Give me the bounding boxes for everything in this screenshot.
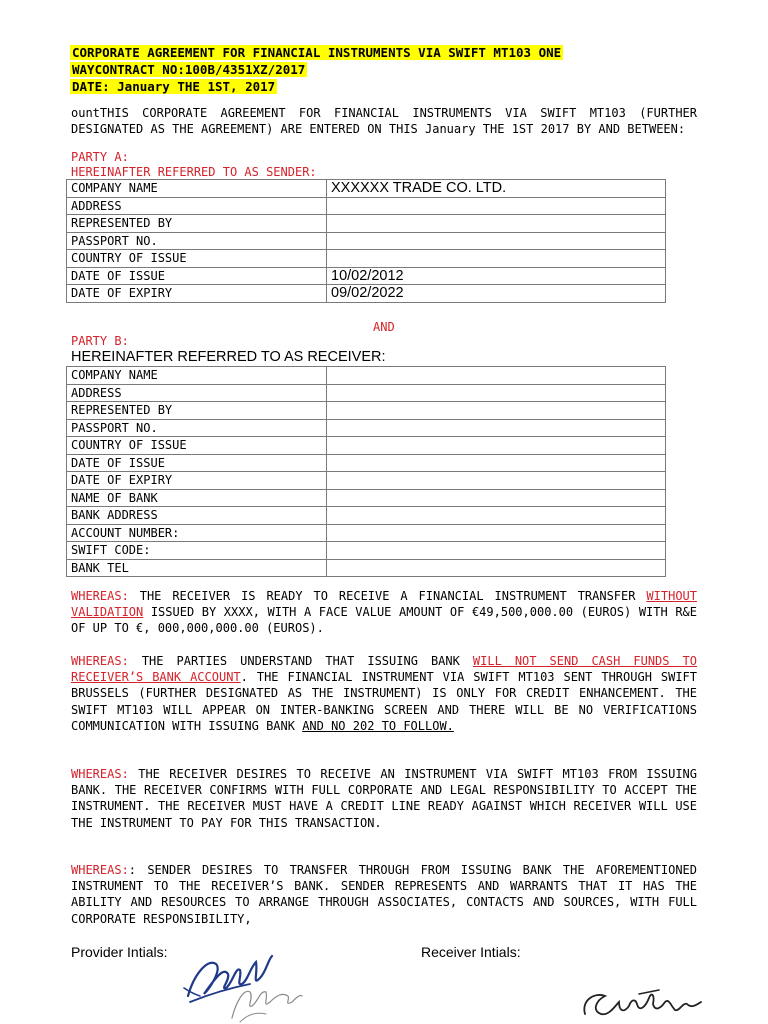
party-a-table — [66, 179, 666, 303]
field-label: PASSPORT NO. — [67, 419, 327, 437]
table-row — [67, 402, 666, 420]
field-value: 10/02/2012 — [327, 267, 666, 285]
table-row — [67, 267, 666, 285]
no-202-text: AND NO 202 TO FOLLOW. — [302, 718, 454, 733]
field-value — [327, 367, 666, 385]
document-date: DATE: January THE 1ST, 2017 — [72, 79, 276, 94]
field-label: SWIFT CODE: — [67, 542, 327, 560]
provider-initials-label: Provider Intials: — [71, 944, 168, 960]
field-label: ADDRESS — [67, 384, 327, 402]
table-row — [67, 180, 666, 198]
field-value — [327, 524, 666, 542]
party-a-title: PARTY A: — [71, 150, 129, 164]
stamp-signature — [226, 978, 306, 1024]
table-row — [67, 197, 666, 215]
table-row — [67, 232, 666, 250]
field-label: NAME OF BANK — [67, 489, 327, 507]
field-label: REPRESENTED BY — [67, 402, 327, 420]
field-label: COUNTRY OF ISSUE — [67, 250, 327, 268]
table-row — [67, 285, 666, 303]
whereas-clause-3: WHEREAS: THE RECEIVER DESIRES TO RECEIVE AN INSTRUMENT VIA SWIFT MT103 FROM ISSUING BANK. THE RECEIVER CONFIRMS WITH FULL CORPORATE AND LEGAL RESPONSIBILITY TO ACCEPT THE INSTRUMENT. THE RECEIVER MUST HAVE A CREDIT LINE READY AGAINST WHICH RECEIVER WILL USE THE INSTRUMENT TO PAY FOR THIS TRANSACTION. — [71, 767, 697, 830]
whereas-clause-2: WHEREAS: THE PARTIES UNDERSTAND THAT ISSUING BANK WILL NOT SEND CASH FUNDS TO RECEIVER’S BANK ACCOUNT. THE FINANCIAL INSTRUMENT VIA SWIFT MT103 SENT THROUGH SWIFT BRUSSELS (FURTHER DESIGNATED AS THE INSTRUMENT) IS ONLY FOR CREDIT ENHANCEMENT. THE SWIFT MT103 WILL APPEAR ON INTER-BANKING SCREEN AND THERE WILL BE NO VERIFICATIONS COMMUNICATION WITH ISSUING BANK AND NO 202 TO FOLLOW. — [71, 654, 698, 733]
contract-number: WAYCONTRACT NO:100B/4351XZ/2017 — [72, 62, 306, 77]
without-validation-text: WITHOUT VALIDATION — [71, 589, 697, 620]
table-row — [67, 559, 666, 577]
no-cash-funds-text: WILL NOT SEND CASH FUNDS TO RECEIVER’S BANK ACCOUNT — [71, 654, 697, 685]
intro-paragraph: ountTHIS CORPORATE AGREEMENT FOR FINANCIAL INSTRUMENTS VIA SWIFT MT103 (FURTHER DESIGNATED AS THE AGREEMENT) ARE ENTERED ON THIS January THE 1ST 2017 BY AND BETWEEN: — [71, 106, 697, 137]
whereas-keyword: WHEREAS: — [71, 589, 129, 603]
table-row — [67, 250, 666, 268]
whereas-keyword: WHEREAS: — [71, 767, 129, 781]
field-label: PASSPORT NO. — [67, 232, 327, 250]
field-label: COMPANY NAME — [67, 367, 327, 385]
field-label: ADDRESS — [67, 197, 327, 215]
field-value: 09/02/2022 — [327, 285, 666, 303]
party-b-subtitle: HEREINAFTER REFERRED TO AS RECEIVER: — [71, 349, 386, 365]
party-a-subtitle: HEREINAFTER REFERRED TO AS SENDER: — [71, 165, 317, 179]
table-row — [67, 367, 666, 385]
field-label: ACCOUNT NUMBER: — [67, 524, 327, 542]
field-value — [327, 559, 666, 577]
table-row — [67, 489, 666, 507]
field-value — [327, 215, 666, 233]
field-label: DATE OF EXPIRY — [67, 285, 327, 303]
table-row — [67, 454, 666, 472]
field-label: DATE OF ISSUE — [67, 454, 327, 472]
header-title: CORPORATE AGREEMENT FOR FINANCIAL INSTRUMENTS VIA SWIFT MT103 ONE — [72, 45, 562, 60]
table-row — [67, 419, 666, 437]
field-label: BANK TEL — [67, 559, 327, 577]
table-row — [67, 215, 666, 233]
field-value — [327, 232, 666, 250]
field-value — [327, 489, 666, 507]
table-row — [67, 507, 666, 525]
table-row — [67, 472, 666, 490]
party-b-table — [66, 366, 666, 577]
field-value — [327, 419, 666, 437]
table-row — [67, 542, 666, 560]
field-value — [327, 507, 666, 525]
field-value — [327, 197, 666, 215]
field-value: XXXXXX TRADE CO. LTD. — [327, 180, 666, 198]
field-label: REPRESENTED BY — [67, 215, 327, 233]
whereas-clause-4: WHEREAS:: SENDER DESIRES TO TRANSFER THROUGH FROM ISSUING BANK THE AFOREMENTIONED INSTRUMENT TO THE RECEIVER’S BANK. SENDER REPRESENTS AND WARRANTS THAT IT HAS THE ABILITY AND RESOURCES TO ARRANGE THROUGH ASSOCIATES, CONTACTS AND SOURCES, WITH FULL CORPORATE RESPONSIBILITY, — [71, 863, 697, 926]
whereas-keyword: WHEREAS: — [71, 863, 129, 877]
field-value — [327, 402, 666, 420]
table-row — [67, 384, 666, 402]
whereas-keyword: WHEREAS: — [71, 654, 129, 668]
field-value — [327, 437, 666, 455]
field-label: COMPANY NAME — [67, 180, 327, 198]
field-value — [327, 384, 666, 402]
field-label: DATE OF ISSUE — [67, 267, 327, 285]
field-value — [327, 250, 666, 268]
field-value — [327, 472, 666, 490]
and-label: AND — [373, 320, 395, 334]
table-row — [67, 437, 666, 455]
receiver-signature — [575, 988, 705, 1024]
party-b-title: PARTY B: — [71, 334, 129, 348]
field-value — [327, 542, 666, 560]
document-header — [70, 44, 563, 95]
field-label: BANK ADDRESS — [67, 507, 327, 525]
field-value — [327, 454, 666, 472]
table-row — [67, 524, 666, 542]
field-label: COUNTRY OF ISSUE — [67, 437, 327, 455]
field-label: DATE OF EXPIRY — [67, 472, 327, 490]
receiver-initials-label: Receiver Intials: — [421, 944, 521, 960]
whereas-clause-1: WHEREAS: THE RECEIVER IS READY TO RECEIVE A FINANCIAL INSTRUMENT TRANSFER WITHOUT VALIDATION ISSUED BY XXXX, WITH A FACE VALUE AMOUNT OF €49,500,000.00 (EUROS) WITH R&E OF UP TO €, 000,000,000.00 (EUROS). — [71, 589, 697, 636]
